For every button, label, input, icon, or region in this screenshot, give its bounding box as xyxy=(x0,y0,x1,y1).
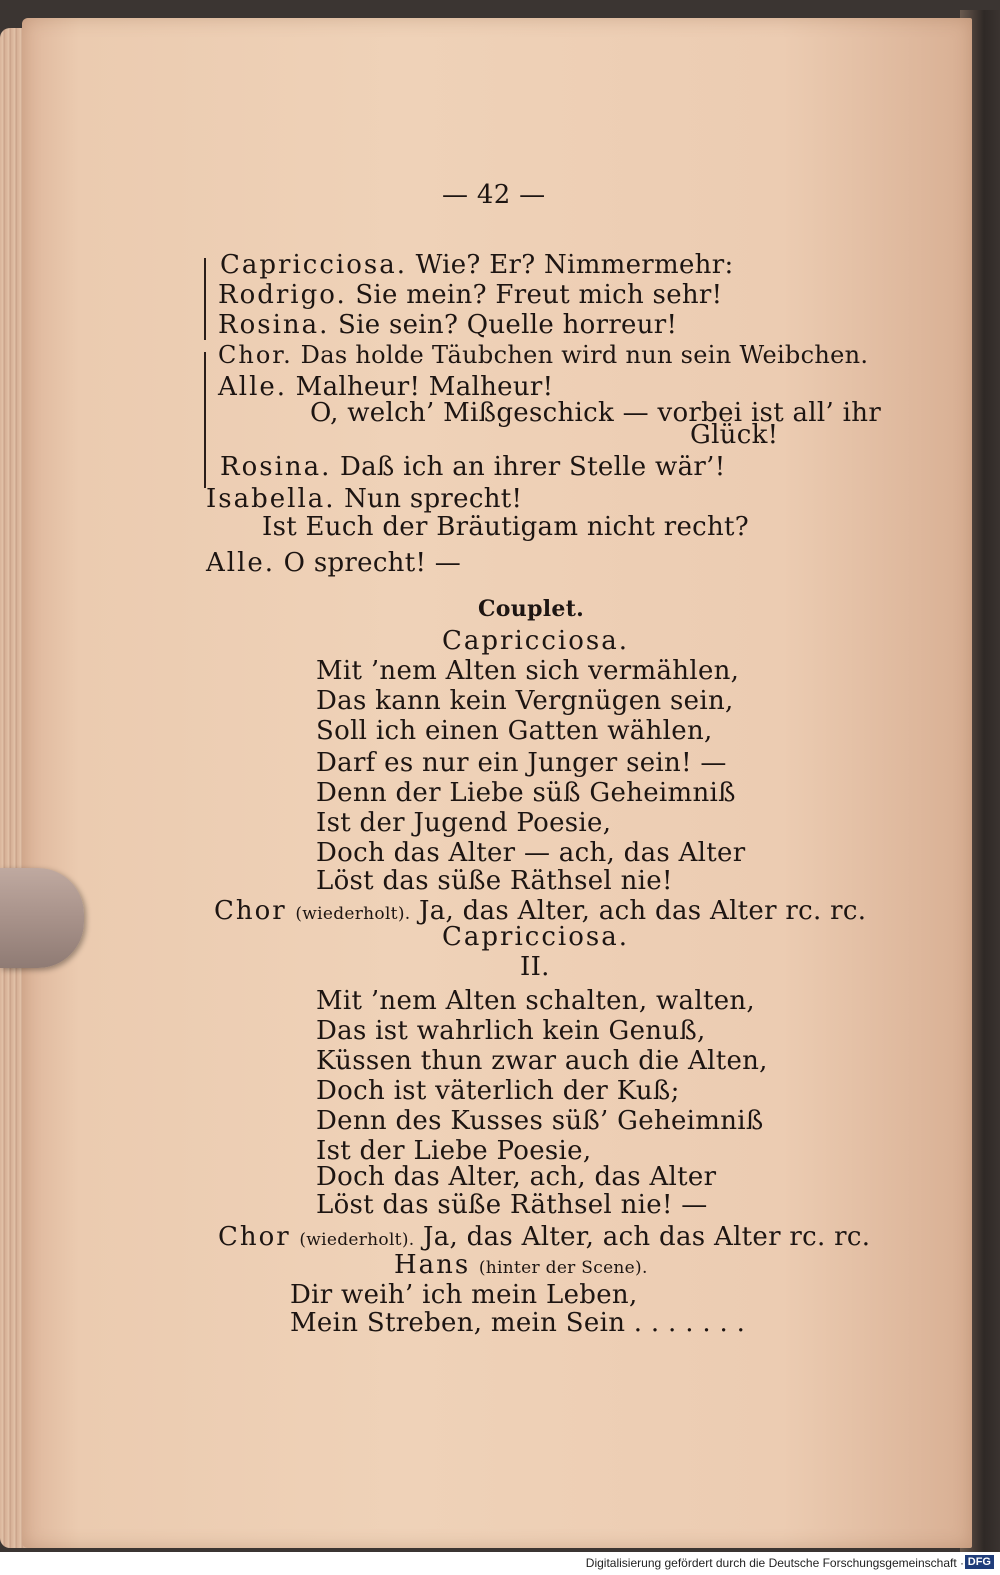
verse-line: Mein Streben, mein Sein . . . . . . . xyxy=(290,1308,746,1338)
verse-line: Darf es nur ein Junger sein! — xyxy=(316,748,727,778)
footer-bar xyxy=(0,1552,1000,1575)
hans-line: Hans (hinter der Scene). xyxy=(394,1250,648,1280)
dialogue-line: Alle. Malheur! Malheur! xyxy=(218,372,554,402)
singer-name: Capricciosa. xyxy=(442,626,629,656)
verse-line: Mit ’nem Alten sich vermählen, xyxy=(316,656,740,686)
brace-left xyxy=(204,258,206,340)
dialogue-line: Alle. O sprecht! — xyxy=(206,548,462,578)
verse-line: Denn der Liebe süß Geheimniß xyxy=(316,778,736,808)
verse-line: Ist der Jugend Poesie, xyxy=(316,808,612,838)
verse-line: Denn des Kusses süß’ Geheimniß xyxy=(316,1106,764,1136)
dialogue-line: Glück! xyxy=(690,420,779,450)
verse-line: Mit ’nem Alten schalten, walten, xyxy=(316,986,755,1016)
chorus-line: Chor (wiederholt). Ja, das Alter, ach das Alter rc. rc. xyxy=(218,1222,871,1252)
verse-line: Soll ich einen Gatten wählen, xyxy=(316,716,713,746)
verse-line: Küssen thun zwar auch die Alten, xyxy=(316,1046,768,1076)
dialogue-line: O, welch’ Mißgeschick — vorbei ist all’ ihr xyxy=(310,398,882,428)
footer-credit: Digitalisierung gefördert durch die Deutsche Forschungsgemeinschaft · xyxy=(585,1556,964,1570)
verse-line: Löst das süße Räthsel nie! — xyxy=(316,1190,708,1220)
verse-line: Doch ist väterlich der Kuß; xyxy=(316,1076,680,1106)
dialogue-line: Isabella. Nun sprecht! xyxy=(206,484,523,514)
dfg-logo: DFG xyxy=(965,1555,994,1569)
dialogue-line: Capricciosa. Wie? Er? Nimmermehr: xyxy=(220,250,734,280)
dialogue-line: Ist Euch der Bräutigam nicht recht? xyxy=(262,512,750,542)
verse-line: Doch das Alter, ach, das Alter xyxy=(316,1162,717,1192)
verse-line: Das ist wahrlich kein Genuß, xyxy=(316,1016,706,1046)
brace-left xyxy=(204,352,206,488)
verse-line: Dir weih’ ich mein Leben, xyxy=(290,1280,638,1310)
singer-name: Capricciosa. xyxy=(442,922,629,952)
verse-line: Doch das Alter — ach, das Alter xyxy=(316,838,746,868)
chorus-line: Chor (wiederholt). Ja, das Alter, ach das Alter rc. rc. xyxy=(214,896,867,926)
dialogue-line: Rodrigo. Sie mein? Freut mich sehr! xyxy=(218,280,723,310)
verse-line: Ist der Liebe Poesie, xyxy=(316,1136,592,1166)
couplet-title: Couplet. xyxy=(478,596,585,622)
verse-line: Löst das süße Räthsel nie! xyxy=(316,866,673,896)
verse-number: II. xyxy=(520,952,550,982)
verse-line: Das kann kein Vergnügen sein, xyxy=(316,686,734,716)
dialogue-line: Rosina. Daß ich an ihrer Stelle wär’! xyxy=(220,452,726,482)
dialogue-line: Rosina. Sie sein? Quelle horreur! xyxy=(218,310,678,340)
dialogue-line: Chor. Das holde Täubchen wird nun sein Weibchen. xyxy=(218,341,869,369)
page-number: — 42 — xyxy=(442,180,546,210)
